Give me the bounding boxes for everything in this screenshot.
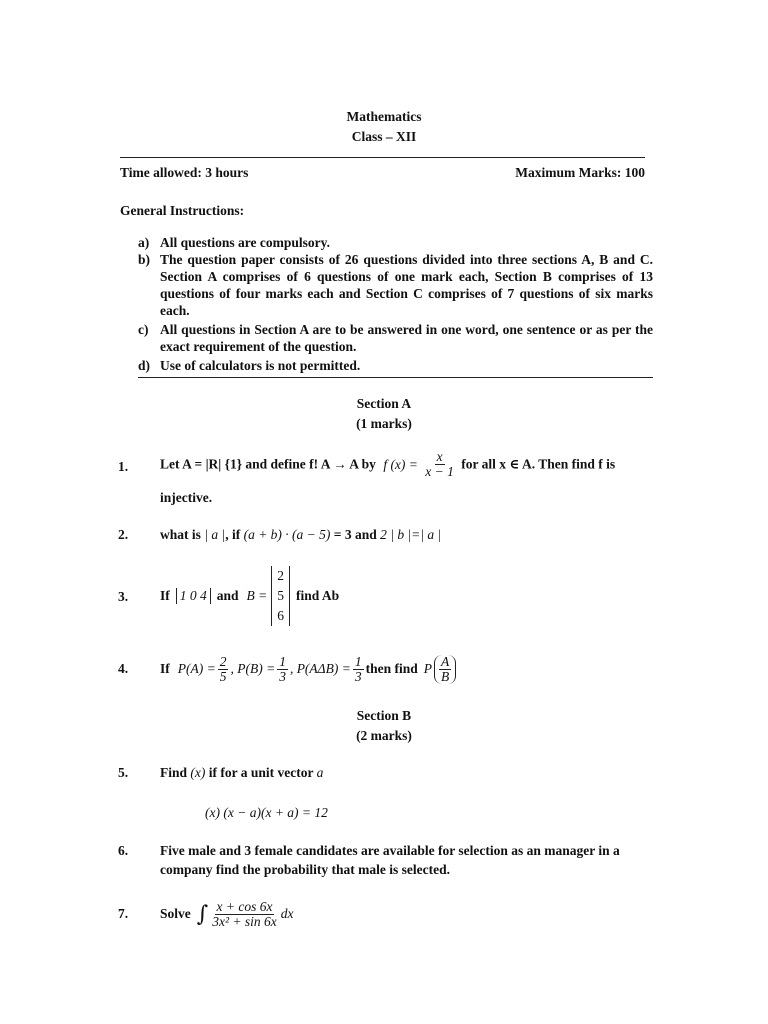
class-title: Class – XII (351, 129, 417, 144)
section-b-marks: (2 marks) (356, 728, 412, 743)
instruction-label: c) (138, 322, 149, 337)
time-allowed: Time allowed: 3 hours (120, 165, 249, 180)
question-number: 3. (118, 589, 129, 604)
q7-frac (210, 900, 279, 929)
header-rule (120, 157, 645, 158)
section-a-title: Section A (356, 396, 412, 411)
question-number: 7. (118, 906, 129, 921)
q6-line2: company find the probability that male is selected. (160, 862, 450, 877)
q4-pab-frac (353, 655, 364, 684)
q4-pa-frac (218, 655, 229, 684)
q2-abs-a: | a | (204, 527, 226, 542)
q3-pre: If (160, 588, 170, 603)
q4-cond-den: B (440, 668, 450, 684)
instruction-item (138, 357, 653, 374)
instruction-text: All questions in Section A are to be answered in one word, one sentence or as per the exact requirement of the question. (160, 322, 653, 354)
question-number: 5. (118, 765, 129, 780)
q4-pb-frac (277, 655, 288, 684)
question-2-text (160, 527, 441, 543)
q4-p: P (423, 661, 432, 676)
q2-expr2: 2 | b |=| a | (380, 527, 442, 542)
q1-post: for all x ∈ A. Then find f is (461, 456, 616, 472)
q1-frac-num: x (436, 449, 443, 464)
question-number: 4. (118, 661, 129, 676)
q3-col-entry: 6 (277, 608, 285, 623)
integral-sign: ∫ (196, 901, 209, 927)
instructions-rule (138, 377, 653, 378)
q4-cond-num: A (440, 653, 450, 669)
q2-expr: (a + b) · (a − 5) (243, 527, 331, 542)
q4-cond-frac (439, 655, 451, 684)
q7-pre: Solve (160, 906, 191, 921)
q7-numerator: x + cos 6x (216, 898, 273, 914)
q3-col-entry: 5 (277, 588, 285, 603)
instruction-label: d) (138, 358, 151, 373)
instruction-text: Use of calculators is not permitted. (160, 358, 361, 373)
q4-mid: then find (365, 661, 418, 676)
instruction-text: All questions are compulsory. (160, 235, 331, 250)
max-marks: Maximum Marks: 100 (515, 165, 645, 180)
q5-mid: if for a unit vector (208, 765, 314, 780)
q4-pa-num: 2 (219, 653, 227, 669)
q5-x: (x) (190, 765, 206, 780)
question-7-text (160, 895, 294, 933)
subject-title: Mathematics (346, 109, 422, 124)
q3-b-eq: B = (246, 588, 268, 603)
question-1-text (160, 450, 615, 479)
q5-pre: Find (160, 765, 188, 780)
q3-row-matrix: 1 0 4 (176, 588, 211, 604)
question-number: 1. (118, 459, 129, 474)
question-4-text (160, 651, 456, 687)
instructions-title: General Instructions: (120, 203, 245, 218)
q4-pre: If (160, 661, 170, 676)
instruction-label: b) (138, 252, 151, 267)
q1-fx: f (x) = (383, 456, 418, 472)
q4-pb: , P(B) = (230, 661, 276, 676)
q2-mid2: = 3 and (333, 527, 377, 542)
section-b-title: Section B (356, 708, 412, 723)
q2-mid: , if (225, 527, 241, 542)
q2-pre: what is (160, 527, 201, 542)
q1-pre: Let A = |R| {1} and define f! A → A by (160, 456, 376, 472)
q3-col-matrix (271, 566, 290, 626)
instruction-item (138, 251, 653, 319)
section-a-marks: (1 marks) (356, 416, 412, 431)
q5-a: a (316, 765, 324, 780)
q4-pab-num: 1 (354, 653, 362, 669)
q1-frac-den: x − 1 (425, 464, 454, 479)
q1-fraction (423, 450, 456, 479)
question-number: 6. (118, 843, 129, 858)
q4-pb-den: 3 (279, 668, 286, 684)
q3-mid: and (216, 588, 239, 603)
question-number: 2. (118, 527, 129, 542)
q4-pab-den: 3 (354, 668, 362, 684)
q4-pab: , P(AΔB) = (289, 661, 351, 676)
instruction-item (138, 234, 653, 251)
q6-line1: Five male and 3 female candidates are available for selection as an manager in a (160, 843, 620, 858)
q4-pa: P(A) = (177, 661, 216, 676)
question-5-text (160, 765, 323, 781)
q5-equation: (x) (x − a)(x + a) = 12 (205, 805, 328, 820)
question-3-text (160, 565, 339, 627)
q4-paren (434, 655, 456, 684)
instruction-item (138, 321, 653, 355)
q3-post: find Ab (296, 588, 340, 603)
q4-pa-den: 5 (219, 668, 227, 684)
q7-denominator: 3x² + sin 6x (212, 913, 277, 929)
q1-line2: injective. (160, 490, 213, 505)
q4-pb-num: 1 (279, 653, 286, 669)
instruction-label: a) (138, 235, 150, 250)
q7-dx: dx (280, 906, 294, 921)
instruction-text: The question paper consists of 26 questions divided into three sections A, B and C. Section A comprises of 6 questions of one mark each, Section B comprises of 13 questions of four marks each and Section C comprises of 7 questions of six marks each. (160, 252, 653, 318)
q3-col-entry: 2 (277, 568, 285, 583)
